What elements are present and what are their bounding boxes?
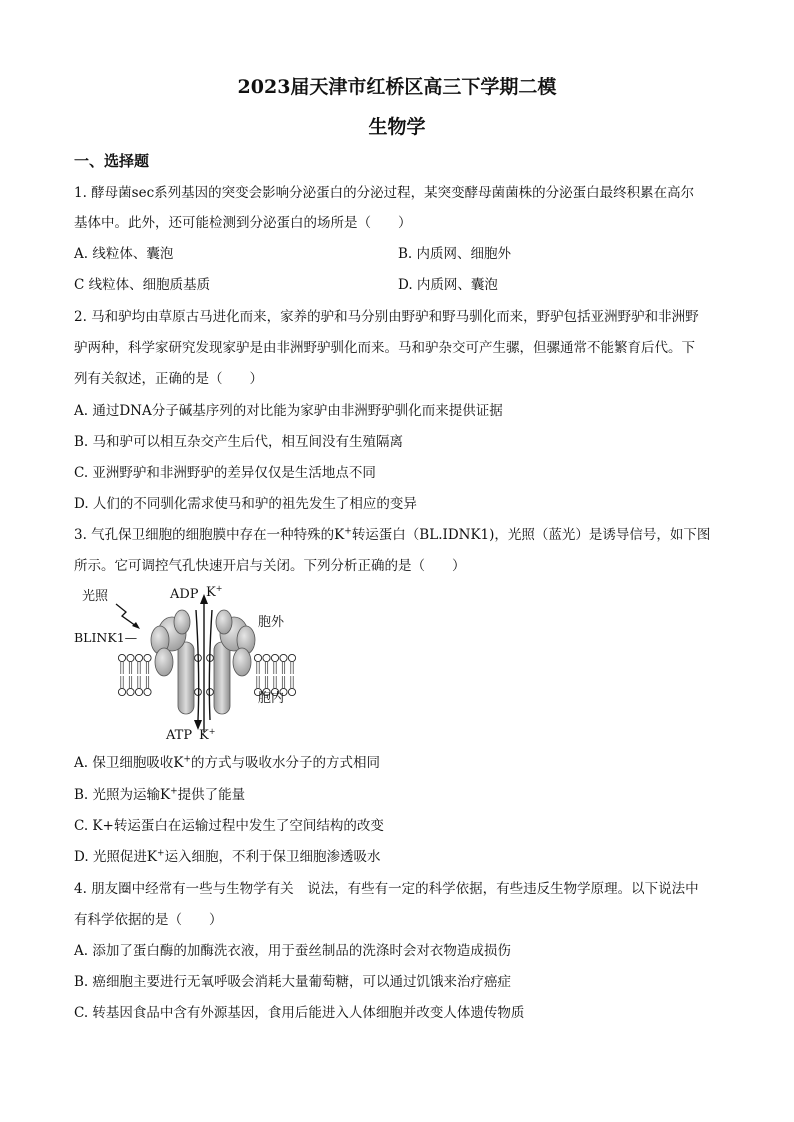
q3-stem-line1: 3. 气孔保卫细胞的细胞膜中存在一种特殊的K+转运蛋白（BL.IDNK1)，光照（蓝光）是诱导信号，如下图 [74, 526, 711, 543]
k-bottom-label: K+ [199, 727, 216, 742]
q4-stem-line2: 有科学依据的是（ ） [74, 912, 223, 928]
protein-label: BLINK1— [74, 630, 138, 645]
q3-option-a: A. 保卫细胞吸收K+的方式与吸收水分子的方式相同 [74, 754, 380, 771]
q2-stem-line1: 2. 马和驴均由草原古马进化而来，家养的驴和马分别由野驴和野马驯化而来，野驴包括亚洲野驴和非洲野 [74, 309, 699, 325]
q1-option-a: A. 线粒体、囊泡 [74, 246, 174, 262]
lipid-head [118, 688, 125, 695]
light-arrow-icon [116, 604, 136, 626]
lipid-head [127, 654, 134, 661]
q1-option-d: D. 内质网、囊泡 [398, 277, 498, 293]
lipid-head [280, 654, 287, 661]
lipid-head [254, 654, 261, 661]
q2-option-b: B. 马和驴可以相互杂交产生后代，相互间没有生殖隔离 [74, 434, 404, 450]
q2-option-a: A. 通过DNA分子碱基序列的对比能为家驴由非洲野驴驯化而来提供证据 [74, 403, 503, 419]
k-top-label: K+ [206, 584, 223, 600]
exam-title: 2023届天津市红桥区高三下学期二模 [237, 76, 557, 98]
section-heading: 一、选择题 [74, 152, 150, 170]
lipid-head [288, 688, 295, 695]
q1-stem-line1: 1. 酵母菌sec系列基因的突变会影响分泌蛋白的分泌过程，某突变酵母菌菌株的分泌蛋白最终积累在高尔 [74, 185, 695, 201]
q4-stem-line1: 4. 朋友圈中经常有一些与生物学有关 说法，有些有一定的科学依据，有些违反生物学原理。以下说法中 [74, 881, 699, 897]
q2-option-c: C. 亚洲野驴和非洲野驴的差异仅仅是生活地点不同 [74, 465, 376, 481]
q3-option-c: C. K+转运蛋白在运输过程中发生了空间结构的改变 [74, 818, 384, 834]
outside-label: 胞外 [258, 615, 285, 630]
q3-option-b: B. 光照为运输K+提供了能量 [74, 786, 246, 803]
q4-option-a: A. 添加了蛋白酶的加酶洗衣液，用于蚕丝制品的洗涤时会对衣物造成损伤 [74, 943, 511, 959]
q2-stem-line2: 驴两种，科学家研究发现家驴是由非洲野驴驯化而来。马和驴杂交可产生骡，但骡通常不能繁育后代。下 [74, 340, 695, 356]
lipid-head [144, 654, 151, 661]
lipid-bilayer [118, 654, 295, 695]
q4-option-b: B. 癌细胞主要进行无氧呼吸会消耗大量葡萄糖，可以通过饥饿来治疗癌症 [74, 974, 512, 990]
inside-label: 胞内 [258, 691, 285, 706]
q4-option-c: C. 转基因食品中含有外源基因，食用后能进入人体细胞并改变人体遗传物质 [74, 1005, 525, 1021]
q2-option-d: D. 人们的不同驯化需求使马和驴的祖先发生了相应的变异 [74, 496, 417, 512]
lipid-head [135, 688, 142, 695]
q1-option-b: B. 内质网、细胞外 [398, 246, 512, 262]
q1-option-c: C 线粒体、细胞质基质 [74, 277, 211, 293]
adp-label: ADP [170, 587, 199, 602]
q3-stem-line2: 所示。它可调控气孔快速开启与关闭。下列分析正确的是（ ） [74, 558, 466, 574]
atp-label: ATP [166, 728, 193, 742]
lipid-head [263, 654, 270, 661]
left-protein-subunit [151, 610, 194, 714]
q1-stem-line2: 基体中。此外，还可能检测到分泌蛋白的场所是（ ） [74, 215, 412, 231]
lipid-head [127, 688, 134, 695]
lipid-head [144, 688, 151, 695]
q3-option-d: D. 光照促进K+运入细胞，不利于保卫细胞渗透吸水 [74, 848, 381, 865]
transport-protein-figure [74, 582, 304, 742]
k-transport-arrow [196, 600, 212, 732]
lipid-head [271, 654, 278, 661]
right-protein-subunit [214, 610, 255, 714]
light-label: 光照 [82, 589, 109, 604]
lipid-head [288, 654, 295, 661]
lipid-head [118, 654, 125, 661]
q2-stem-line3: 列有关叙述，正确的是（ ） [74, 371, 263, 387]
subject-title: 生物学 [368, 116, 426, 138]
lipid-head [135, 654, 142, 661]
